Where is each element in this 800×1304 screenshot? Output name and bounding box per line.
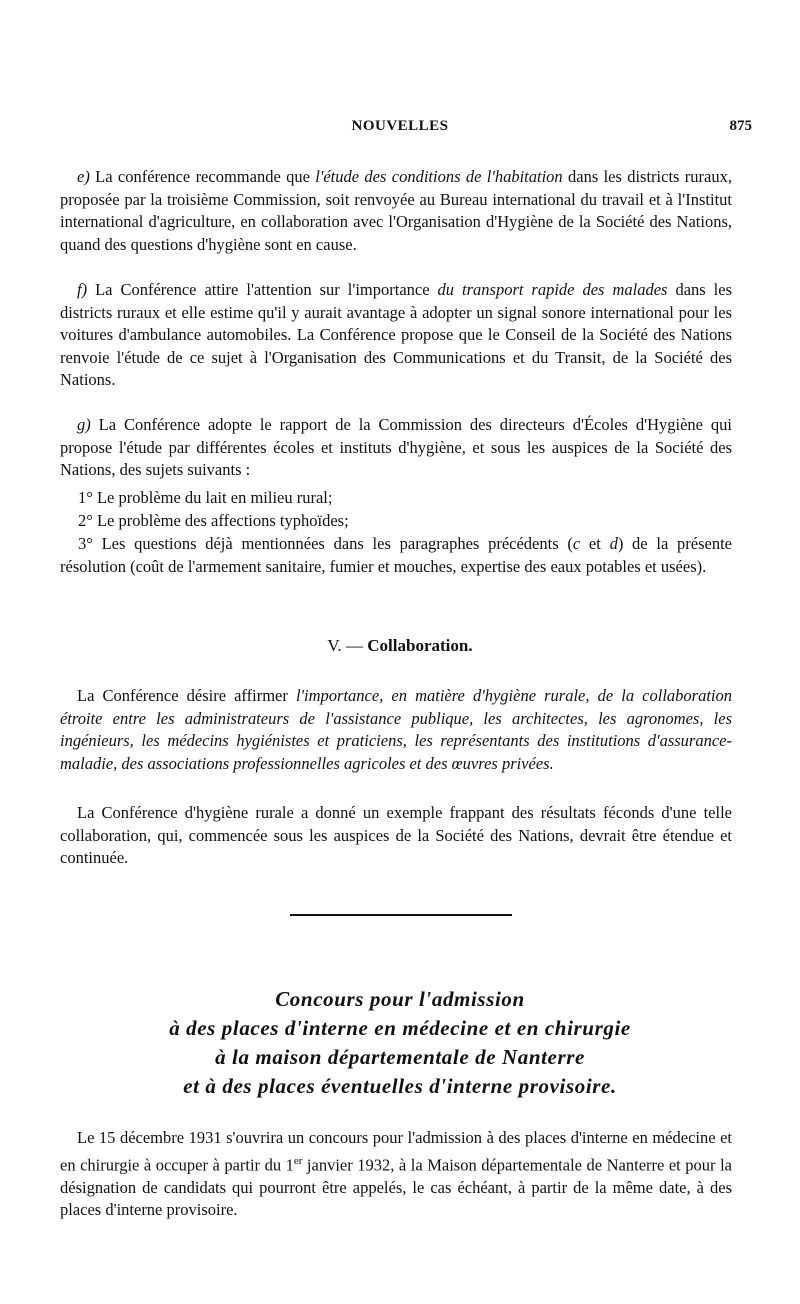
collaboration-p1-ital: l'importance, en matière d'hygiène rurale, de la collaboration étroite entre les administrateurs de l'assistance publique, les architectes, les agronomes, les ingénieurs, les médecins hygiénistes et praticiens, les représentants des institutions d'assurance-maladie, des associations professionnelles agricoles et des œuvres privées. [60,686,732,773]
list-item-3 [60,533,732,578]
resolution-f-label: f) [77,280,88,299]
resolution-g [60,414,732,482]
resolution-e-text-ital: l'étude des conditions de l'habitation [315,167,563,186]
resolution-f-text-2: dans les districts ruraux et elle estime qu'il y aurait avantage à adopter un signal sonore international pour les voitures d'ambulance automobiles. La Conférence propose que le Conseil de la Société des Nations renvoie l'étude de ce sujet à l'Organisation des Communications et du Transit, de la Société des Nations. [60,280,733,390]
list-item-3-a: 3° Les questions déjà mentionnées dans les paragraphes précédents ( [78,534,573,553]
concours-body [60,1127,732,1222]
section-divider [290,914,512,916]
resolution-e [60,166,732,256]
running-header [60,118,752,144]
resolution-g-label: g) [77,415,91,434]
resolution-e-label: e) [77,167,90,186]
list-item-3-b: et [580,534,610,553]
concours-title-line-4: et à des places éventuelles d'interne provisoire. [183,1074,617,1098]
list-item-3-d: d [609,534,618,553]
collaboration-paragraph-1 [60,685,732,775]
list-item-1: 1° Le problème du lait en milieu rural; [78,488,333,507]
resolution-f-text-1: La Conférence attire l'attention sur l'importance [95,280,438,299]
concours-title-line-3: à la maison départementale de Nanterre [215,1045,585,1069]
concours-body-sup: er [293,1154,303,1167]
resolution-f-text-ital: du transport rapide des malades [437,280,668,299]
resolution-e-text-1: La conférence recommande que [95,167,316,186]
concours-body-b: janvier 1932, à la Maison départementale de Nanterre et pour la désignation de candidats qui pourront être appelés, le cas échéant, à partir de la même date, à des places d'interne provisoire. [60,1155,732,1220]
list-item-3-rest: ) de la présente résolution (coût de l'armement sanitaire, fumier et mouches, expertise des eaux potables et usées). [60,534,732,576]
resolution-f [60,279,732,392]
page-number: 875 [729,118,752,134]
concours-title-line-1: Concours pour l'admission [275,987,525,1011]
concours-title-line-2: à des places d'interne en médecine et en chirurgie [169,1016,631,1040]
section-number: V. — [327,636,368,655]
list-item-3-c: c [572,534,581,553]
section-heading [60,636,740,656]
header-title: NOUVELLES [351,118,449,134]
resolution-e-text-2: dans les districts ruraux, proposée par la troisième Commission, soit renvoyée au Bureau international du travail et à l'Institut international d'agriculture, en collaboration avec l'Organisation d'Hygiène de la Société des Nations, quand des questions d'hygiène sont en cause. [60,167,732,254]
concours-body-a: Le 15 décembre 1931 s'ouvrira un concours pour l'admission à des places d'interne en médecine et en chirurgie à occuper à partir du 1 [60,1128,732,1175]
list-item-2: 2° Le problème des affections typhoïdes; [78,511,349,530]
collaboration-paragraph-2: La Conférence d'hygiène rurale a donné un exemple frappant des résultats féconds d'une telle collaboration, qui, commencée sous les auspices de la Société des Nations, devrait être étendue et continuée. [60,803,732,868]
resolution-g-text: La Conférence adopte le rapport de la Commission des directeurs d'Écoles d'Hygiène qui propose l'étude par différentes écoles et instituts d'hygiène, et sous les auspices de la Société des Nations, des sujets suivants : [60,415,732,480]
section-title: Collaboration. [367,636,473,655]
collaboration-p1-a: La Conférence désire affirmer [77,686,296,705]
